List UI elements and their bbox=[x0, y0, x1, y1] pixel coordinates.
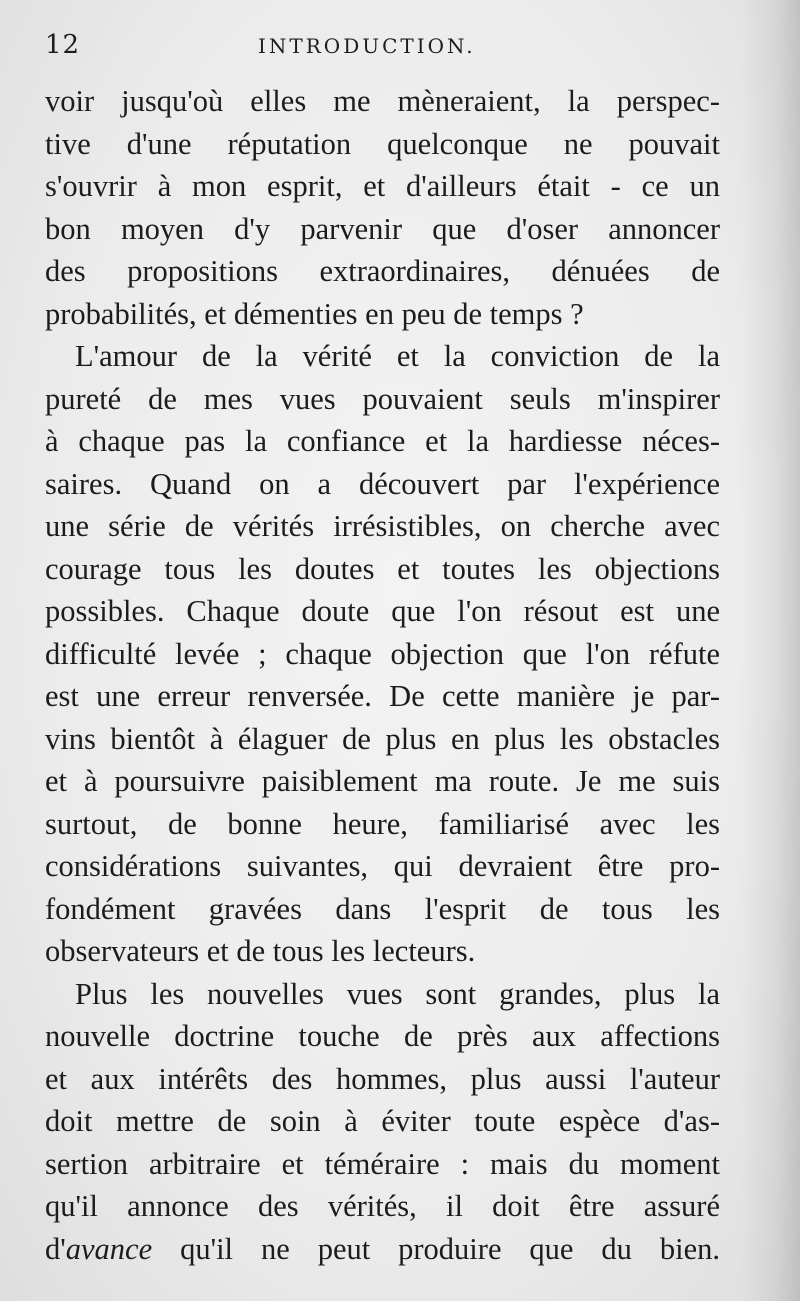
paragraph-2 bbox=[45, 335, 720, 973]
body-text bbox=[45, 80, 720, 1270]
text-line: et à poursuivre paisiblement ma route. Je me suis bbox=[45, 764, 720, 798]
text-line: saires. Quand on a découvert par l'expérience bbox=[45, 466, 720, 501]
text-line: probabilités, et démenties en peu de temps ? bbox=[45, 296, 584, 331]
text-line: bon moyen d'y parvenir que d'oser annoncer bbox=[45, 211, 720, 246]
emphasis-word: avance bbox=[65, 1231, 153, 1266]
text-line: L'amour de la vérité et la conviction de la bbox=[75, 339, 720, 373]
text-line: fondément gravées dans l'esprit de tous les bbox=[45, 891, 720, 926]
page-header bbox=[45, 30, 720, 70]
final-line-suffix: qu'il ne peut produire que du bien. bbox=[152, 1231, 720, 1266]
text-line: sertion arbitraire et téméraire : mais du moment bbox=[45, 1146, 720, 1181]
text-line-final bbox=[45, 1228, 720, 1271]
text-line: s'ouvrir à mon esprit, et d'ailleurs était - ce un bbox=[45, 169, 720, 203]
text-line: tive d'une réputation quelconque ne pouvait bbox=[45, 126, 720, 161]
text-line: vins bientôt à élaguer de plus en plus les obstacles bbox=[45, 721, 720, 756]
text-line: courage tous les doutes et toutes les objections bbox=[45, 551, 720, 586]
text-line: voir jusqu'où elles me mèneraient, la perspec- bbox=[45, 84, 720, 118]
text-line: une série de vérités irrésistibles, on cherche avec bbox=[45, 509, 720, 543]
text-line: est une erreur renversée. De cette manière je par- bbox=[45, 679, 720, 713]
text-line: des propositions extraordinaires, dénuées de bbox=[45, 254, 720, 288]
text-line: considérations suivantes, qui devraient être pro- bbox=[45, 849, 720, 883]
text-line: et aux intérêts des hommes, plus aussi l'auteur bbox=[45, 1061, 720, 1096]
text-line: Plus les nouvelles vues sont grandes, plus la bbox=[75, 976, 720, 1011]
text-line: surtout, de bonne heure, familiarisé avec les bbox=[45, 806, 720, 841]
text-line: doit mettre de soin à éviter toute espèce d'as- bbox=[45, 1104, 720, 1138]
page-number: 12 bbox=[45, 30, 81, 60]
paragraph-3 bbox=[45, 973, 720, 1271]
running-head: INTRODUCTION. bbox=[258, 34, 476, 58]
text-line: nouvelle doctrine touche de près aux affections bbox=[45, 1019, 720, 1053]
paragraph-1 bbox=[45, 80, 720, 335]
text-line: possibles. Chaque doute que l'on résout est une bbox=[45, 594, 720, 628]
text-line: difficulté levée ; chaque objection que l'on réfute bbox=[45, 636, 720, 671]
text-line: à chaque pas la confiance et la hardiesse néces- bbox=[45, 424, 720, 458]
text-line: pureté de mes vues pouvaient seuls m'inspirer bbox=[45, 381, 720, 416]
text-line: observateurs et de tous les lecteurs. bbox=[45, 934, 476, 968]
text-line: qu'il annonce des vérités, il doit être assuré bbox=[45, 1189, 720, 1223]
final-line-prefix: d' bbox=[45, 1231, 66, 1266]
